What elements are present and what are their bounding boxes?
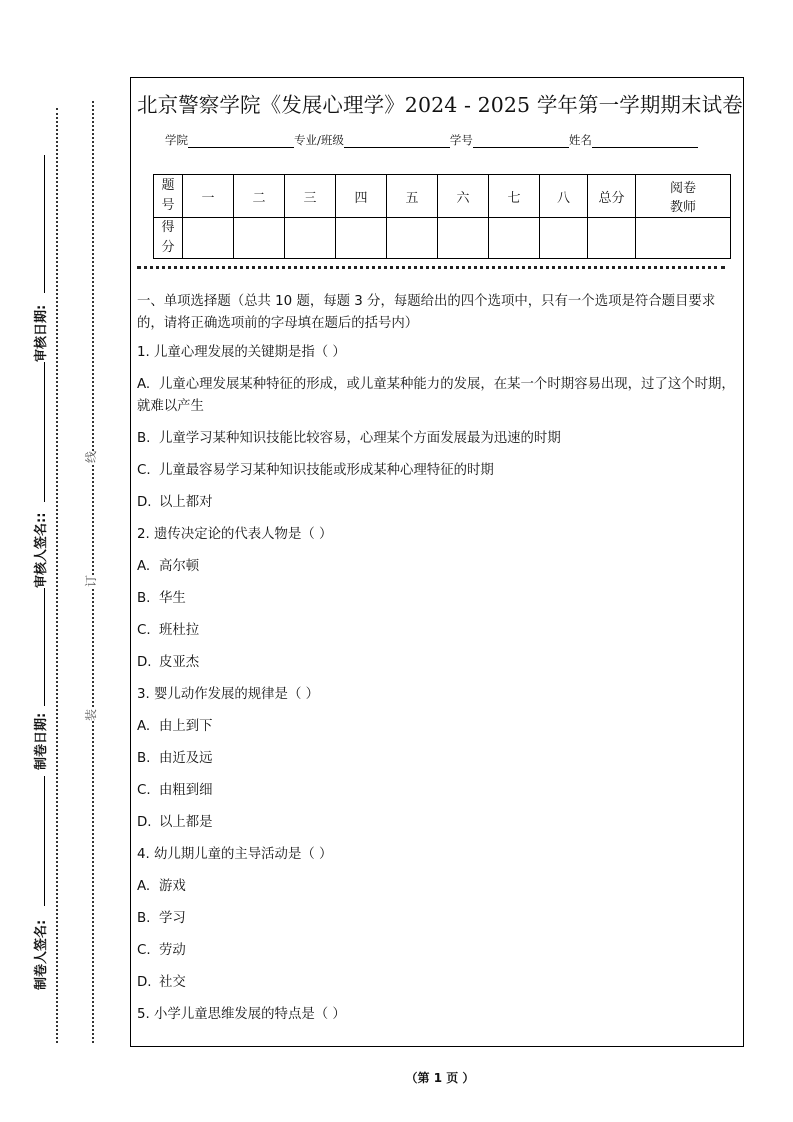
q2-option-d[interactable]: D. 皮亚杰 <box>137 655 200 670</box>
q2-option-a[interactable]: A. 高尔顿 <box>137 559 200 574</box>
question-1: 1. 儿童心理发展的关键期是指（ ） <box>137 345 346 360</box>
name-field[interactable] <box>592 133 698 148</box>
compile-date-label: 制卷日期: <box>34 712 49 770</box>
score-table-header-row <box>154 175 731 218</box>
compiler-signature-label: 制卷人签名: <box>34 919 49 990</box>
question-2: 2. 遗传决定论的代表人物是（ ） <box>137 527 333 542</box>
score-cell-total[interactable] <box>588 218 636 259</box>
score-cell-7[interactable] <box>489 218 540 259</box>
q4-option-a[interactable]: A. 游戏 <box>137 879 186 894</box>
binding-mark-zhuang: 装 <box>84 708 99 722</box>
col-7: 七 <box>489 175 540 218</box>
student-info-row <box>165 132 698 148</box>
score-cell-1[interactable] <box>183 218 234 259</box>
q4-option-d[interactable]: D. 社交 <box>137 975 186 990</box>
q3-option-d[interactable]: D. 以上都是 <box>137 815 213 830</box>
col-total: 总分 <box>588 175 636 218</box>
score-cell-4[interactable] <box>336 218 387 259</box>
exam-page-frame <box>130 77 744 1047</box>
section-separator <box>137 266 725 269</box>
major-class-field[interactable] <box>344 133 450 148</box>
question-4: 4. 幼儿期儿童的主导活动是（ ） <box>137 847 333 862</box>
question-5: 5. 小学儿童思维发展的特点是（ ） <box>137 1007 346 1022</box>
col-6: 六 <box>438 175 489 218</box>
binding-dotted-line-outer <box>92 101 94 1043</box>
q4-option-b[interactable]: B. 学习 <box>137 911 186 926</box>
col-1: 一 <box>183 175 234 218</box>
student-id-field[interactable] <box>473 133 569 148</box>
name-label: 姓名 <box>568 133 592 147</box>
review-date-label: 审核日期: <box>34 304 49 362</box>
binding-dotted-line-inner <box>56 108 58 1043</box>
q3-option-b[interactable]: B. 由近及远 <box>137 751 213 766</box>
col-2: 二 <box>234 175 285 218</box>
score-cell-5[interactable] <box>387 218 438 259</box>
score-cell-2[interactable] <box>234 218 285 259</box>
section-heading: 一、单项选择题（总共 10 题，每题 3 分，每题给出的四个选项中，只有一个选项是符合题目要求的，请将正确选项前的字母填在题后的括号内） <box>137 294 716 331</box>
q1-option-a[interactable]: A. 儿童心理发展某种特征的形成，或儿童某种能力的发展，在某一个时期容易出现，过了这个时期，就难以产生 <box>137 377 735 414</box>
college-field[interactable] <box>188 133 294 148</box>
score-table-score-row <box>154 218 731 259</box>
score-table <box>153 174 731 259</box>
question-3: 3. 婴儿动作发展的规律是（ ） <box>137 687 319 702</box>
binding-mark-xian: 线 <box>84 450 99 464</box>
score-cell-6[interactable] <box>438 218 489 259</box>
col-4: 四 <box>336 175 387 218</box>
q3-option-c[interactable]: C. 由粗到细 <box>137 783 213 798</box>
review-date-line[interactable] <box>44 155 45 293</box>
college-label: 学院 <box>165 133 188 147</box>
q1-option-d[interactable]: D. 以上都对 <box>137 495 213 510</box>
score-label: 得 分 <box>154 218 183 259</box>
reviewer-signature-line[interactable] <box>44 362 45 502</box>
major-class-label: 专业/班级 <box>294 133 344 147</box>
student-id-label: 学号 <box>449 133 473 147</box>
compiler-signature-line[interactable] <box>44 776 45 906</box>
score-cell-3[interactable] <box>285 218 336 259</box>
q3-option-a[interactable]: A. 由上到下 <box>137 719 213 734</box>
score-cell-reviewer[interactable] <box>636 218 731 259</box>
exam-title: 北京警察学院《发展心理学》2024 - 2025 学年第一学期期末试卷 <box>137 93 743 117</box>
reviewer-signature-label: 审核人签名:: <box>34 512 49 588</box>
col-3: 三 <box>285 175 336 218</box>
q2-option-b[interactable]: B. 华生 <box>137 591 186 606</box>
compile-date-line[interactable] <box>44 588 45 706</box>
q1-option-b[interactable]: B. 儿童学习某种知识技能比较容易，心理某个方面发展最为迅速的时期 <box>137 431 561 446</box>
col-5: 五 <box>387 175 438 218</box>
q2-option-c[interactable]: C. 班杜拉 <box>137 623 200 638</box>
binding-mark-ding: 订 <box>84 574 99 588</box>
q1-option-c[interactable]: C. 儿童最容易学习某种知识技能或形成某种心理特征的时期 <box>137 463 494 478</box>
question-section <box>137 291 737 1026</box>
score-cell-8[interactable] <box>540 218 588 259</box>
q4-option-c[interactable]: C. 劳动 <box>137 943 186 958</box>
col-8: 八 <box>540 175 588 218</box>
question-number-label: 题 号 <box>154 175 183 218</box>
page-number: （第 1 页 ） <box>405 1071 475 1085</box>
col-reviewer: 阅卷 教师 <box>636 175 731 218</box>
